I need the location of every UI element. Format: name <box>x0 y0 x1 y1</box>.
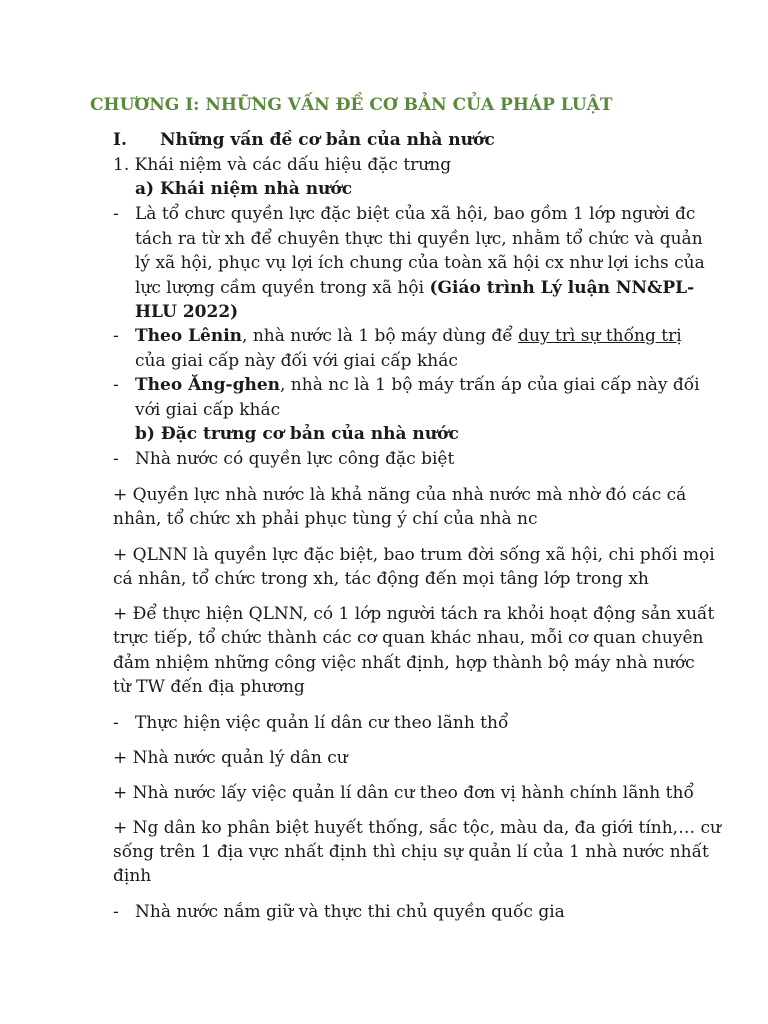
heading-a: a) Khái niệm nhà nước <box>135 179 353 199</box>
source-citation: (Giáo trình Lý luận NN&PL- <box>429 278 695 298</box>
dash-marker: - <box>113 449 119 469</box>
dash-marker: - <box>113 713 119 733</box>
plus-item-line: từ TW đến địa phương <box>113 677 305 697</box>
trait-1: Nhà nước có quyền lực công đặc biệt <box>135 449 455 469</box>
dash-marker: - <box>113 375 119 395</box>
definition-line: tách ra từ xh để chuyên thực thi quyền lực, nhằm tổ chức và quản <box>135 229 703 249</box>
lenin-line <box>135 324 682 348</box>
lenin-name: Theo Lênin <box>135 326 243 346</box>
lenin-text: , nhà nước là 1 bộ máy dùng để <box>242 326 519 346</box>
plus-item-line: + Nhà nước quản lý dân cư <box>113 748 348 768</box>
subsection-title: 1. Khái niệm và các dấu hiệu đặc trưng <box>113 155 452 175</box>
plus-item-line: + Nhà nước lấy việc quản lí dân cư theo đơn vị hành chính lãnh thổ <box>113 783 694 803</box>
section-title: Những vấn đề cơ bản của nhà nước <box>160 130 495 150</box>
section-marker: I. <box>113 130 127 150</box>
dash-marker: - <box>113 902 119 922</box>
engels-line-cont: với giai cấp khác <box>135 400 281 420</box>
plus-item-line: cá nhân, tổ chức trong xh, tác động đến mọi tâng lớp trong xh <box>113 569 649 589</box>
source-citation-cont: HLU 2022) <box>135 302 239 322</box>
plus-item-line: trực tiếp, tổ chức thành các cơ quan khác nhau, mỗi cơ quan chuyên <box>113 628 704 648</box>
plus-item-line: + Ng dân ko phân biệt huyết thống, sắc tộc, màu da, đa giới tính,… cư <box>113 818 721 838</box>
plus-item-line: định <box>113 866 152 886</box>
definition-line: lý xã hội, phục vụ lợi ích chung của toàn xã hội cx như lợi ichs của <box>135 253 705 273</box>
chapter-title: CHƯƠNG I: NHỮNG VẤN ĐỀ CƠ BẢN CỦA PHÁP LUẬT <box>90 95 613 115</box>
lenin-underlined: duy trì sự thống trị <box>518 326 682 346</box>
plus-item-line: nhân, tổ chức xh phải phục tùng ý chí của nhà nc <box>113 509 538 529</box>
plus-item-line: sống trên 1 địa vực nhất định thì chịu sự quản lí của 1 nhà nước nhất <box>113 842 709 862</box>
engels-text: , nhà nc là 1 bộ máy trấn áp của giai cấp này đối <box>280 375 700 395</box>
definition-line <box>135 276 694 300</box>
plus-item-line: + Để thực hiện QLNN, có 1 lớp người tách ra khỏi hoạt động sản xuất <box>113 604 715 624</box>
trait-3: Nhà nước nắm giữ và thực thi chủ quyền quốc gia <box>135 902 565 922</box>
trait-2: Thực hiện việc quản lí dân cư theo lãnh thổ <box>135 713 509 733</box>
dash-marker: - <box>113 204 119 224</box>
engels-name: Theo Ăng-ghen <box>135 375 280 395</box>
lenin-line-cont: của giai cấp này đối với giai cấp khác <box>135 351 458 371</box>
plus-item-line: + Quyền lực nhà nước là khả năng của nhà nước mà nhờ đó các cá <box>113 485 687 505</box>
definition-text: lực lượng cầm quyền trong xã hội <box>135 278 430 298</box>
plus-item-line: + QLNN là quyền lực đặc biệt, bao trum đời sống xã hội, chi phối mọi <box>113 545 715 565</box>
plus-item-line: đảm nhiệm những công việc nhất định, hợp thành bộ máy nhà nước <box>113 653 695 673</box>
dash-marker: - <box>113 326 119 346</box>
definition-line: Là tổ chưc quyền lực đặc biệt của xã hội, bao gồm 1 lớp người đc <box>135 204 696 224</box>
engels-line <box>135 373 700 397</box>
heading-b: b) Đặc trưng cơ bản của nhà nước <box>135 424 459 444</box>
